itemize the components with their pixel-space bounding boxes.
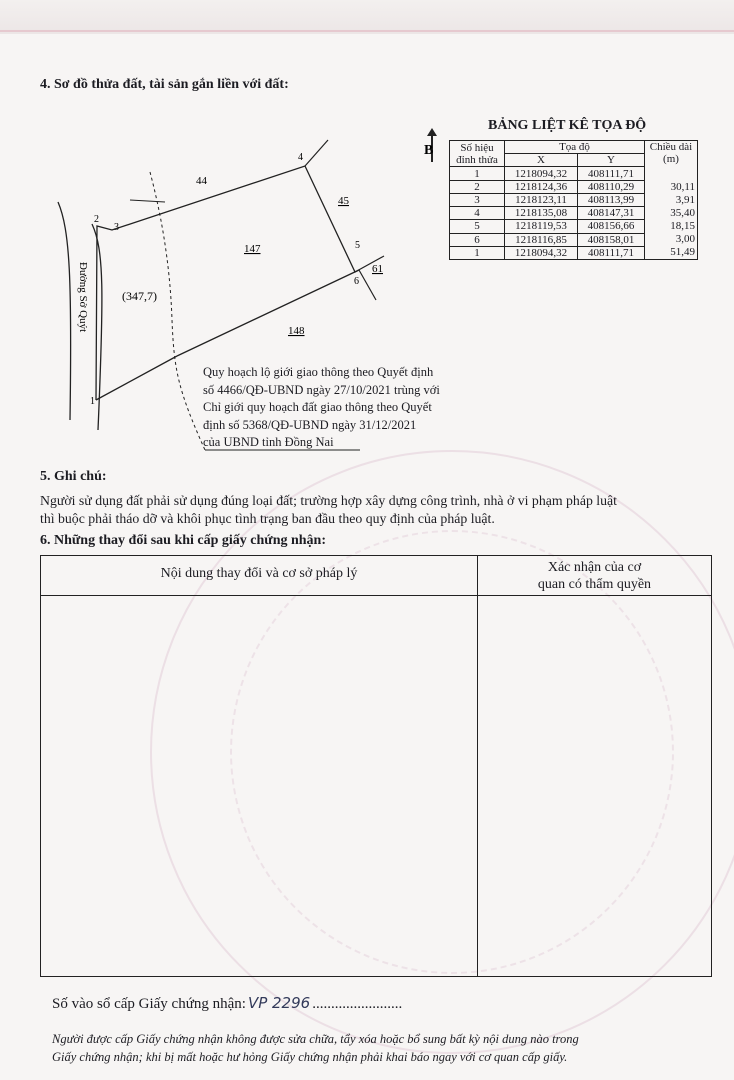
section5-line2: thì buộc phải tháo dỡ và khôi phục tình trạng ban đầu theo quy định của pháp luật. [40, 511, 495, 526]
table-cell: 408147,31 [578, 207, 645, 220]
footer-note-line1: Người được cấp Giấy chứng nhận không được sửa chữa, tẩy xóa hoặc bổ sung bất kỳ nội dung nào trong [52, 1032, 579, 1046]
table-cell: 4 [450, 207, 505, 220]
point-1-label: 1 [90, 396, 95, 407]
point-2-label: 2 [94, 214, 99, 225]
top-band [0, 0, 734, 34]
table-cell: 6 [450, 233, 505, 246]
length-value: 18,15 [670, 220, 695, 232]
authority-line2: quan có thẩm quyền [537, 577, 652, 592]
section5-line1: Người sử dụng đất phải sử dụng đúng loại đất; trường hợp xây dựng công trình, nhà ở vi phạm pháp luật [40, 493, 617, 508]
arrow-44 [130, 200, 165, 202]
road-edge-west [58, 202, 71, 420]
length-value: 51,49 [670, 246, 695, 258]
length-value: 35,40 [670, 207, 695, 219]
parcel-61-label: 61 [372, 263, 383, 275]
table-cell: 1 [450, 167, 505, 180]
changes-header-divider [41, 595, 711, 596]
parcel-boundary-south [96, 356, 177, 400]
parcel-44-label: 44 [196, 175, 207, 187]
planning-note-line: số 4466/QĐ-UBND ngày 27/10/2021 trùng với [203, 382, 440, 397]
north-arrow-head [427, 128, 437, 136]
parcel-148-label: 148 [288, 325, 305, 337]
authority-line1: Xác nhận của cơ [547, 560, 642, 575]
header-point: Số hiệu đỉnh thửa [450, 141, 505, 167]
road-label: Đường Sở Quýt [77, 262, 89, 333]
section5-title: 5. Ghi chú: [40, 469, 107, 484]
table-cell: 408110,29 [578, 180, 645, 193]
table-cell: 3 [450, 193, 505, 206]
length-column [645, 141, 698, 260]
coord-table [449, 140, 698, 260]
parcel-147-label: 147 [244, 243, 261, 255]
header-y: Y [578, 154, 645, 167]
north-arrow-label: B [424, 143, 434, 158]
parcel-45-label: 45 [338, 195, 349, 207]
point-3-label: 3 [114, 222, 119, 233]
table-cell: 5 [450, 220, 505, 233]
table-cell: 408156,66 [578, 220, 645, 233]
header-coords: Tọa độ [505, 141, 645, 154]
planning-note-line: Quy hoạch lộ giới giao thông theo Quyết định [203, 365, 434, 379]
top-border-line [0, 30, 734, 32]
changes-header-authority [478, 559, 711, 593]
point-5-label: 5 [355, 240, 360, 251]
point-4-label: 4 [298, 152, 303, 163]
changes-table [40, 555, 712, 977]
coord-table-title: BẢNG LIỆT KÊ TỌA ĐỘ [488, 118, 647, 133]
table-cell: 1218094,32 [505, 246, 578, 259]
table-cell: 408113,99 [578, 193, 645, 206]
cert-number-row [52, 994, 402, 1013]
planning-note [203, 364, 440, 452]
cert-number-label: Số vào sổ cấp Giấy chứng nhận: [52, 996, 246, 1012]
header-x: X [505, 154, 578, 167]
table-cell: 1218123,11 [505, 193, 578, 206]
line-north-ext [305, 140, 328, 166]
changes-col-content [41, 556, 478, 976]
footer-note [52, 1030, 579, 1066]
table-cell: 1218116,85 [505, 233, 578, 246]
planning-note-line: định số 5368/QĐ-UBND ngày 31/12/2021 [203, 417, 417, 432]
table-cell: 1218119,53 [505, 220, 578, 233]
table-cell: 1218124,36 [505, 180, 578, 193]
table-cell: 1218135,08 [505, 207, 578, 220]
section4-title: 4. Sơ đồ thửa đất, tài sản gắn liền với đất: [40, 77, 289, 92]
area-label: (347,7) [122, 289, 157, 303]
table-cell: 408158,01 [578, 233, 645, 246]
changes-header-content: Nội dung thay đổi và cơ sở pháp lý [160, 566, 358, 581]
table-cell: 2 [450, 180, 505, 193]
cert-number-dots: ........................ [312, 996, 403, 1012]
section6-title: 6. Những thay đổi sau khi cấp giấy chứng nhận: [40, 533, 327, 548]
table-cell: 408111,71 [578, 167, 645, 180]
point-6-label: 6 [354, 276, 359, 287]
table-cell: 1 [450, 246, 505, 259]
planning-note-line: của UBND tỉnh Đồng Nai [203, 435, 334, 449]
length-values [647, 181, 695, 259]
length-value: 30,11 [670, 181, 695, 193]
header-length: Chiều dài (m) [649, 141, 693, 165]
table-cell: 408111,71 [578, 246, 645, 259]
table-cell: 1218094,32 [505, 167, 578, 180]
length-value: 3,00 [675, 233, 695, 245]
footer-note-line2: Giấy chứng nhận; khi bị mất hoặc hư hỏng Giấy chứng nhận phải khai báo ngay với cơ quan cấp giấy. [52, 1050, 568, 1064]
planning-dashed-line [150, 172, 205, 450]
cert-number-value: VP 2296 [247, 994, 311, 1012]
length-value: 3,91 [675, 194, 695, 206]
planning-note-line: Chỉ giới quy hoạch đất giao thông theo Quyết [203, 400, 432, 414]
